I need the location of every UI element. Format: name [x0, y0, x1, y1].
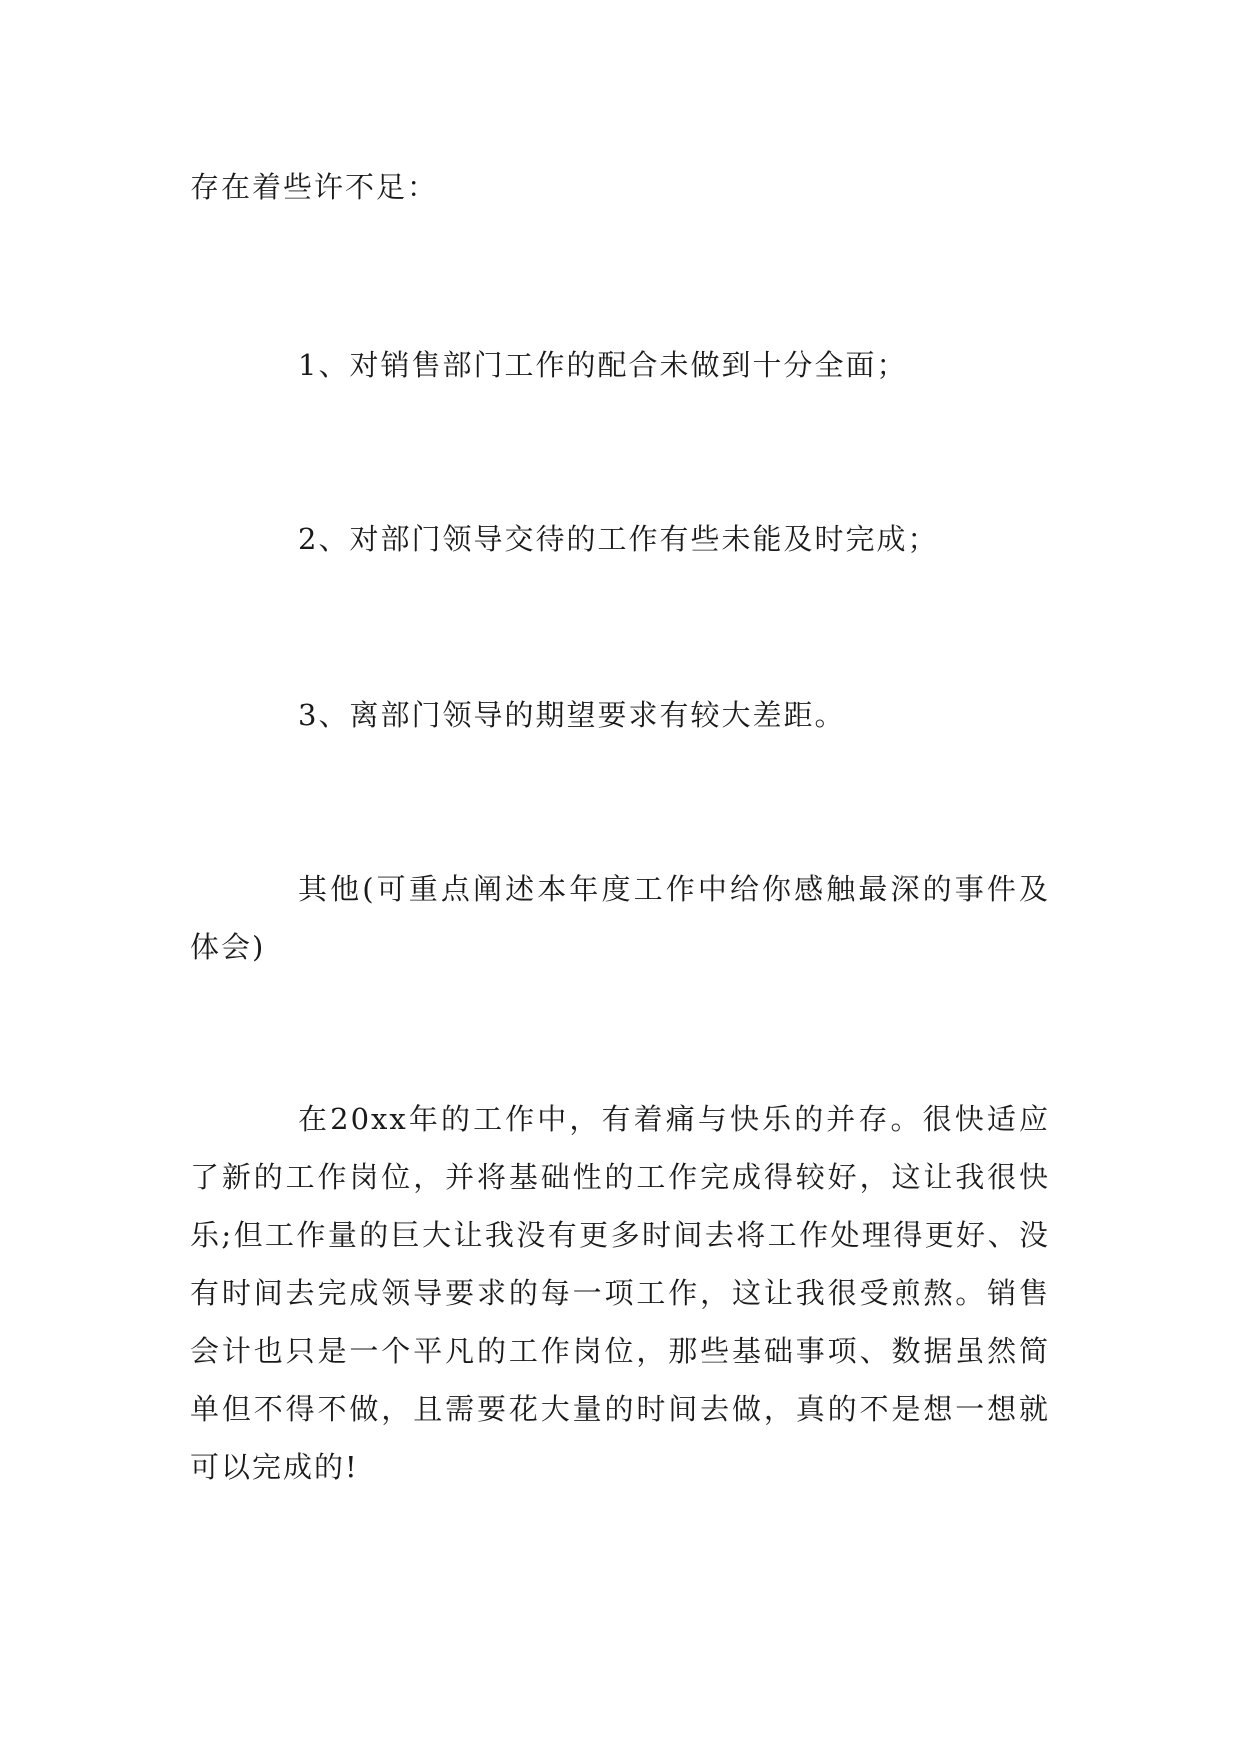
- shortcoming-item-1: 1、对销售部门工作的配合未做到十分全面；: [298, 348, 908, 382]
- other-heading-paragraph: 其他(可重点阐述本年度工作中给你感触最深的事件及体会): [190, 872, 1050, 964]
- shortcoming-item-2: 2、对部门领导交待的工作有些未能及时完成；: [298, 522, 939, 556]
- intro-paragraph: 存在着些许不足：: [190, 170, 439, 204]
- shortcoming-item-3: 3、离部门领导的期望要求有较大差距。: [298, 698, 846, 732]
- summary-paragraph: 在20xx年的工作中，有着痛与快乐的并存。很快适应了新的工作岗位，并将基础性的工作完成得较好，这让我很快乐;但工作量的巨大让我没有更多时间去将工作处理得更好、没有时间去完成领导要求的每一项工作，这让我很受煎熬。销售会计也只是一个平凡的工作岗位，那些基础事项、数据虽然简单但不得不做，且需要花大量的时间去做，真的不是想一想就可以完成的!: [190, 1102, 1050, 1484]
